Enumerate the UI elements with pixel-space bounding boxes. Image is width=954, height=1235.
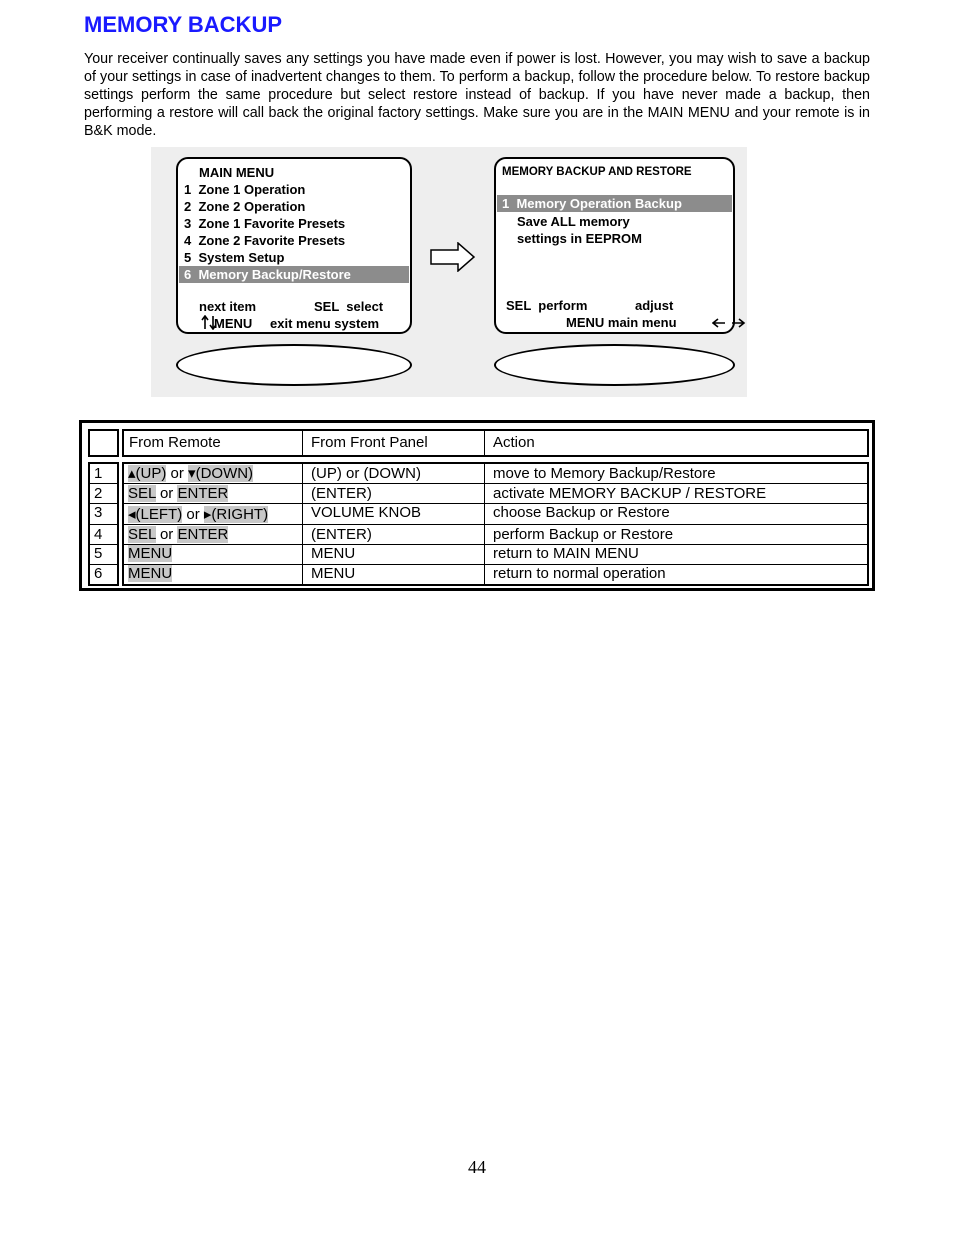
description-line: Save ALL memory bbox=[517, 214, 630, 229]
remote-key: ENTER bbox=[177, 526, 229, 543]
header-from-front-panel: From Front Panel bbox=[311, 434, 428, 451]
remote-key: ENTER bbox=[177, 485, 229, 502]
page-number: 44 bbox=[468, 1157, 486, 1177]
screen-heading: MAIN MENU bbox=[199, 165, 275, 180]
step-number: 5 bbox=[94, 545, 103, 562]
menu-item-selected: 6 Memory Backup/Restore bbox=[179, 266, 409, 283]
step-number: 3 bbox=[94, 504, 103, 521]
remote-key: ▴(UP) bbox=[128, 465, 167, 482]
step-number: 6 bbox=[94, 565, 103, 582]
intro-paragraph: Your receiver continually saves any settings you have made even if power is lost. However, you may wish to save a backup of your settings in case of inadvertent changes to them. To perform a backup, follow the procedure below. To restore backup settings perform the same procedure but select restore instead of backup. If you have never made a backup, then performing a restore will call back the original factory settings. Make sure you are in the MAIN MENU and your remote is in B&K mode. bbox=[84, 51, 870, 139]
remote-key: ▸(RIGHT) bbox=[203, 506, 269, 523]
remote-key: MENU bbox=[128, 565, 173, 582]
action-cell: move to Memory Backup/Restore bbox=[493, 465, 716, 482]
description-line: settings in EEPROM bbox=[517, 231, 642, 246]
backup-restore-screen bbox=[494, 157, 735, 334]
menu-item-selected: 1 Memory Operation Backup bbox=[497, 195, 732, 212]
step-number: 2 bbox=[94, 485, 103, 502]
remote-key: SEL bbox=[128, 526, 156, 543]
left-right-arrows-icon bbox=[690, 299, 746, 350]
remote-key: ▾(DOWN) bbox=[188, 465, 254, 482]
table-row: SEL or ENTER bbox=[128, 485, 229, 502]
action-cell: return to MAIN MENU bbox=[493, 545, 639, 562]
front-panel-cell: VOLUME KNOB bbox=[311, 504, 422, 521]
step-number: 4 bbox=[94, 526, 103, 543]
table-row bbox=[128, 545, 172, 563]
front-panel-cell: (ENTER) bbox=[311, 526, 372, 543]
header-action: Action bbox=[493, 434, 535, 451]
action-cell: activate MEMORY BACKUP / RESTORE bbox=[493, 485, 767, 502]
header-from-remote: From Remote bbox=[129, 434, 221, 451]
menu-item: 5 System Setup bbox=[184, 250, 285, 265]
number-column bbox=[88, 462, 119, 586]
table-row bbox=[128, 565, 172, 583]
table-row: ▴(UP) or ▾(DOWN) bbox=[128, 465, 254, 482]
main-menu-screen bbox=[176, 157, 412, 334]
front-panel-cell: MENU bbox=[311, 565, 356, 582]
table-row: ◂(LEFT) or ▸(RIGHT) bbox=[128, 506, 269, 523]
page-title: MEMORY BACKUP bbox=[84, 12, 283, 37]
menu-item: 4 Zone 2 Favorite Presets bbox=[184, 233, 346, 248]
table-row: SEL or ENTER bbox=[128, 526, 229, 543]
osd-figure bbox=[151, 147, 747, 397]
hint-next-item: next item bbox=[199, 299, 257, 314]
steps-table bbox=[79, 420, 875, 591]
menu-item: 3 Zone 1 Favorite Presets bbox=[184, 216, 346, 231]
hint-exit: exit menu system bbox=[270, 316, 380, 331]
front-panel-cell: MENU bbox=[311, 545, 356, 562]
action-cell: return to normal operation bbox=[493, 565, 666, 582]
header-row bbox=[122, 429, 869, 457]
menu-item: 2 Zone 2 Operation bbox=[184, 199, 306, 214]
steps-body bbox=[122, 462, 869, 586]
hint-adjust: adjust bbox=[635, 298, 674, 313]
action-cell: choose Backup or Restore bbox=[493, 504, 670, 521]
tv-base-right bbox=[494, 344, 735, 386]
right-arrow-icon bbox=[430, 242, 476, 272]
tv-base-left bbox=[176, 344, 412, 386]
front-panel-cell: (ENTER) bbox=[311, 485, 372, 502]
number-header-box bbox=[88, 429, 119, 457]
hint-menu-key: MENU bbox=[214, 316, 253, 331]
remote-key: ◂(LEFT) bbox=[128, 506, 183, 523]
action-cell: perform Backup or Restore bbox=[493, 526, 674, 543]
hint-select: SEL select bbox=[314, 299, 384, 314]
front-panel-cell: (UP) or (DOWN) bbox=[311, 465, 421, 482]
menu-item: 1 Zone 1 Operation bbox=[184, 182, 306, 197]
hint-perform: SEL perform bbox=[506, 298, 588, 313]
screen-heading: MEMORY BACKUP AND RESTORE bbox=[502, 166, 692, 178]
remote-key: SEL bbox=[128, 485, 156, 502]
step-number: 1 bbox=[94, 465, 103, 482]
hint-main-menu: MENU main menu bbox=[566, 315, 677, 330]
remote-key: MENU bbox=[128, 545, 173, 562]
